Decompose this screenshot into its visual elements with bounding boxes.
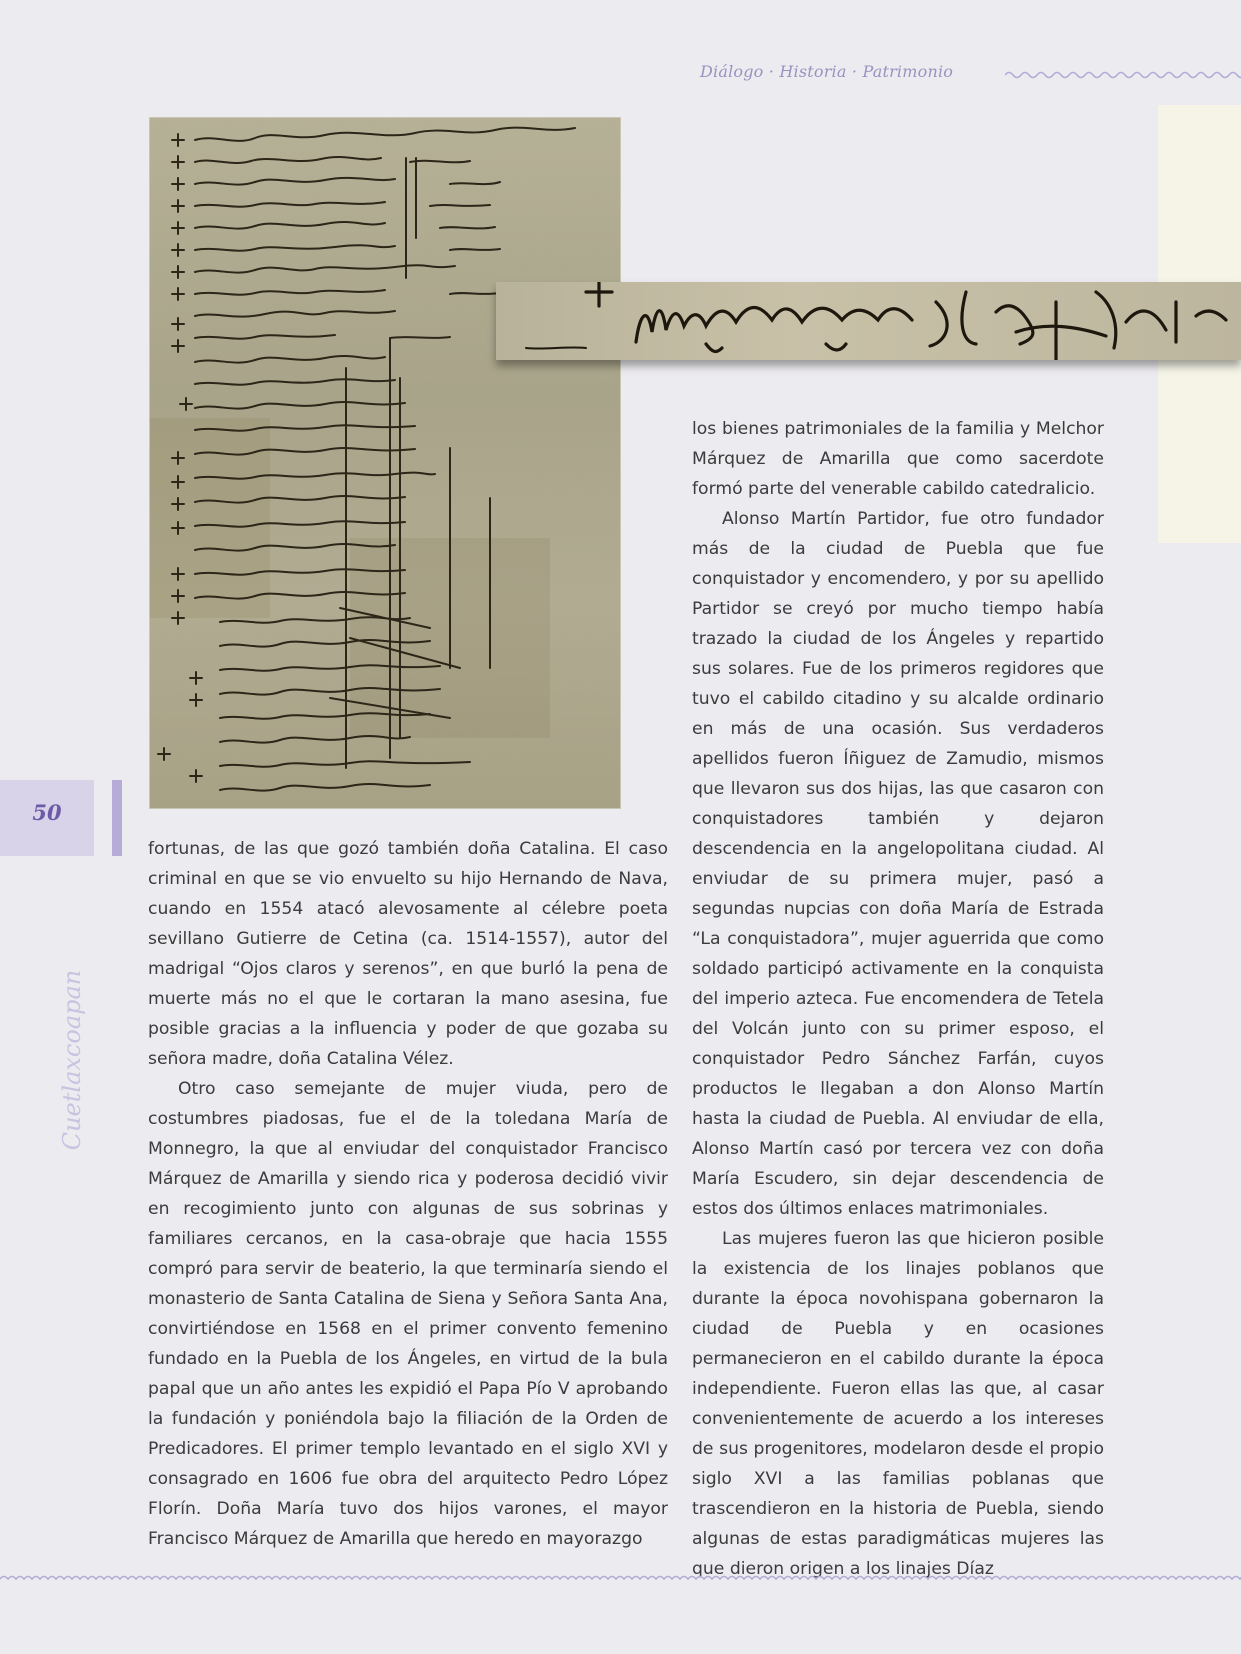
- footer-wave-ornament: [0, 1572, 1241, 1586]
- paragraph: Otro caso semejante de mujer viuda, pero de costumbres piadosas, fue el de la toledana María de Monnegro, la que al enviudar del conquistador Francisco Márquez de Amarilla y siendo rica y poderosa decidió vivir en recogimiento junto con algunas de sus sobrinas y familiares cercanos, en la casa-obraje que hacia 1555 compró para servir de beaterio, la que terminaría siendo el monasterio de Santa Catalina de Siena y Señora Santa Ana, convirtiéndose en 1568 en el primer convento femenino fundado en la Puebla de los Ángeles, en virtud de la bula papal que un año antes les expidió el Papa Pío V aprobando la fundación y poniéndola bajo la filiación de la Orden de Predicadores. El primer templo levantado en el siglo XVI y consagrado en 1606 fue obra del arquitecto Pedro López Florín. Doña María tuvo dos hijos varones, el mayor Francisco Márquez de Amarilla que heredo en mayorazgo: [148, 1079, 668, 1549]
- paragraph: fortunas, de las que gozó también doña Catalina. El caso criminal en que se vio envuelto su hijo Hernando de Nava, cuando en 1554 atacó alevosamente al célebre poeta sevillano Gutierre de Cetina (ca. 1514-1557), autor del madrigal “Ojos claros y serenos”, en que burló la pena de muerte más no el que le cortaran la mano asesina, fue posible gracias a la influencia y poder de que gozaba su señora madre, doña Catalina Vélez.: [148, 839, 668, 1069]
- paragraph: los bienes patrimoniales de la familia y Melchor Márquez de Amarilla que como sacerdote formó parte del venerable cabildo catedralicio.: [692, 419, 1104, 499]
- manuscript-detail-strip-image: [496, 282, 1241, 360]
- handwritten-manuscript-image: [150, 118, 620, 808]
- page-number: 50: [32, 800, 62, 825]
- running-header: Diálogo · Historia · Patrimonio: [700, 62, 954, 81]
- manuscript-detail-writing-icon: [496, 282, 1241, 360]
- paragraph: Las mujeres fueron las que hicieron posible la existencia de los linajes poblanos que durante la época novohispana gobernaron la ciudad de Puebla y en ocasiones permanecieron en el cabildo durante la época independiente. Fueron ellas las que, al casar convenientemente de acuerdo a los intereses de sus progenitores, modelaron desde el propio siglo XVI a las familias poblanas que trascendieron en la historia de Puebla, siendo algunas de estas paradigmáticas mujeres las que dieron origen a los linajes Díaz: [692, 1229, 1104, 1579]
- header-wave-ornament: [1005, 68, 1241, 82]
- accent-bar: [112, 780, 122, 856]
- vertical-publication-title: Cuetlaxcoapan: [58, 969, 86, 1151]
- manuscript-writing-icon: [150, 118, 620, 808]
- paragraph: Alonso Martín Partidor, fue otro fundador más de la ciudad de Puebla que fue conquistador y encomendero, y por su apellido Partidor se creyó por mucho tiempo había trazado la ciudad de los Ángeles y repartido sus solares. Fue de los primeros regidores que tuvo el cabildo citadino y su alcalde ordinario en más de una ocasión. Sus verdaderos apellidos fueron Íñiguez de Zamudio, mismos que llevaron sus dos hijas, las que casaron con conquistadores también y dejaron descendencia en la angelopolitana ciudad. Al enviudar de su primera mujer, pasó a segundas nupcias con doña María de Estrada “La conquistadora”, mujer aguerrida que como soldado participó activamente en la conquista del imperio azteca. Fue encomendera de Tetela del Volcán junto con su primer esposo, el conquistador Pedro Sánchez Farfán, cuyos productos le llegaban a don Alonso Martín hasta la ciudad de Puebla. Al enviudar de ella, Alonso Martín casó por tercera vez con doña María Escudero, sin dejar descendencia de estos dos últimos enlaces matrimoniales.: [692, 509, 1104, 1219]
- right-text-column: [692, 414, 1104, 1584]
- left-text-column: [148, 834, 668, 1554]
